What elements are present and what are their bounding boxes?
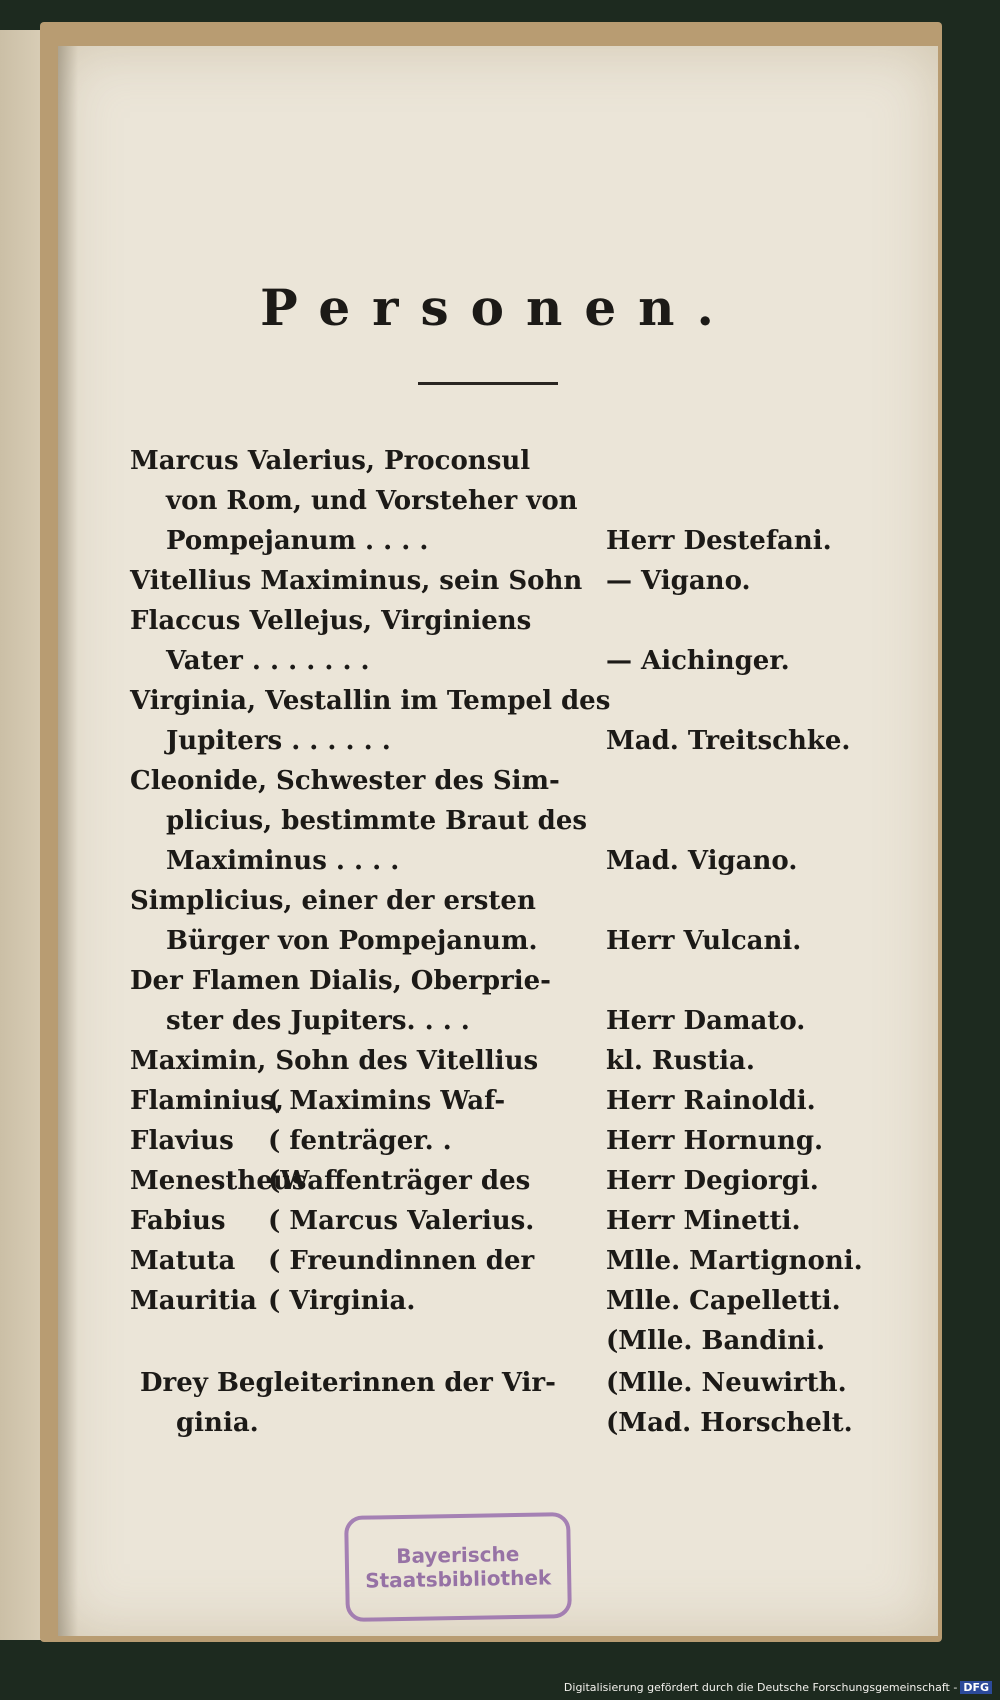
stamp-line: Bayerische [396,1541,520,1569]
role-note: ( Freundinnen der [268,1246,535,1276]
role-name: Matuta [130,1246,236,1276]
actor-name: (Mlle. Bandini. [606,1326,826,1356]
actor-name: Herr Minetti. [606,1206,801,1236]
cast-line: Bürger von Pompejanum. [166,926,538,956]
role-note: ( Maximins Waf- [268,1086,506,1116]
actor-name: Mlle. Martignoni. [606,1246,863,1276]
cast-line: Flaccus Vellejus, Virginiens [130,606,532,636]
cast-line: Virginia, Vestallin im Tempel des [130,686,611,716]
library-stamp [344,1512,572,1622]
role-name: Fabius [130,1206,226,1236]
actor-name: (Mlle. Neuwirth. [606,1368,847,1398]
role-name: Drey Begleiterinnen der Vir- [140,1368,556,1398]
actor-name: — Aichinger. [606,646,790,676]
title-rule [418,382,558,385]
cast-line: Der Flamen Dialis, Oberprie- [130,966,551,996]
cast-line: Marcus Valerius, Proconsul [130,446,531,476]
cast-line: ster des Jupiters. . . . [166,1006,470,1036]
role-name: ginia. [176,1408,259,1438]
cast-line: von Rom, und Vorsteher von [166,486,578,516]
actor-name: Mlle. Capelletti. [606,1286,841,1316]
role-note: ( Marcus Valerius. [268,1206,535,1236]
actor-name: Herr Degiorgi. [606,1166,819,1196]
actor-name: Mad. Treitschke. [606,726,851,756]
role-note: ( Virginia. [268,1286,416,1316]
role-note: ( fenträger. . [268,1126,452,1156]
cast-line: Pompejanum . . . . [166,526,429,556]
actor-name: Herr Vulcani. [606,926,802,956]
actor-name: Herr Hornung. [606,1126,824,1156]
cast-line: Vitellius Maximinus, sein Sohn [130,566,583,596]
cast-line: Vater . . . . . . . [166,646,370,676]
book-page [58,46,938,1636]
cast-line: Maximinus . . . . [166,846,400,876]
actor-name: Herr Destefani. [606,526,832,556]
role-name: Flavius [130,1126,234,1156]
actor-name: Mad. Vigano. [606,846,798,876]
actor-name: (Mad. Horschelt. [606,1408,853,1438]
role-note: (Waffenträger des [268,1166,531,1196]
page-title: Personen. [260,278,736,337]
role-name: Menestheus [130,1166,307,1196]
cast-line: Cleonide, Schwester des Sim- [130,766,560,796]
actor-name: kl. Rustia. [606,1046,755,1076]
actor-name: Herr Rainoldi. [606,1086,816,1116]
stamp-line: Staatsbibliothek [364,1565,552,1593]
role-name: Mauritia [130,1286,257,1316]
dfg-logo: DFG [960,1681,992,1694]
cast-line: Maximin, Sohn des Vitellius [130,1046,539,1076]
cast-line: Jupiters . . . . . . [166,726,391,756]
cast-line: Simplicius, einer der ersten [130,886,536,916]
role-name: Flaminius, [130,1086,284,1116]
actor-name: Herr Damato. [606,1006,806,1036]
digitization-credit [564,1681,992,1694]
actor-name: — Vigano. [606,566,751,596]
spine-shadow [58,46,78,1636]
credit-text: Digitalisierung gefördert durch die Deutsche Forschungsgemeinschaft - [563,1681,958,1694]
cast-line: plicius, bestimmte Braut des [166,806,588,836]
